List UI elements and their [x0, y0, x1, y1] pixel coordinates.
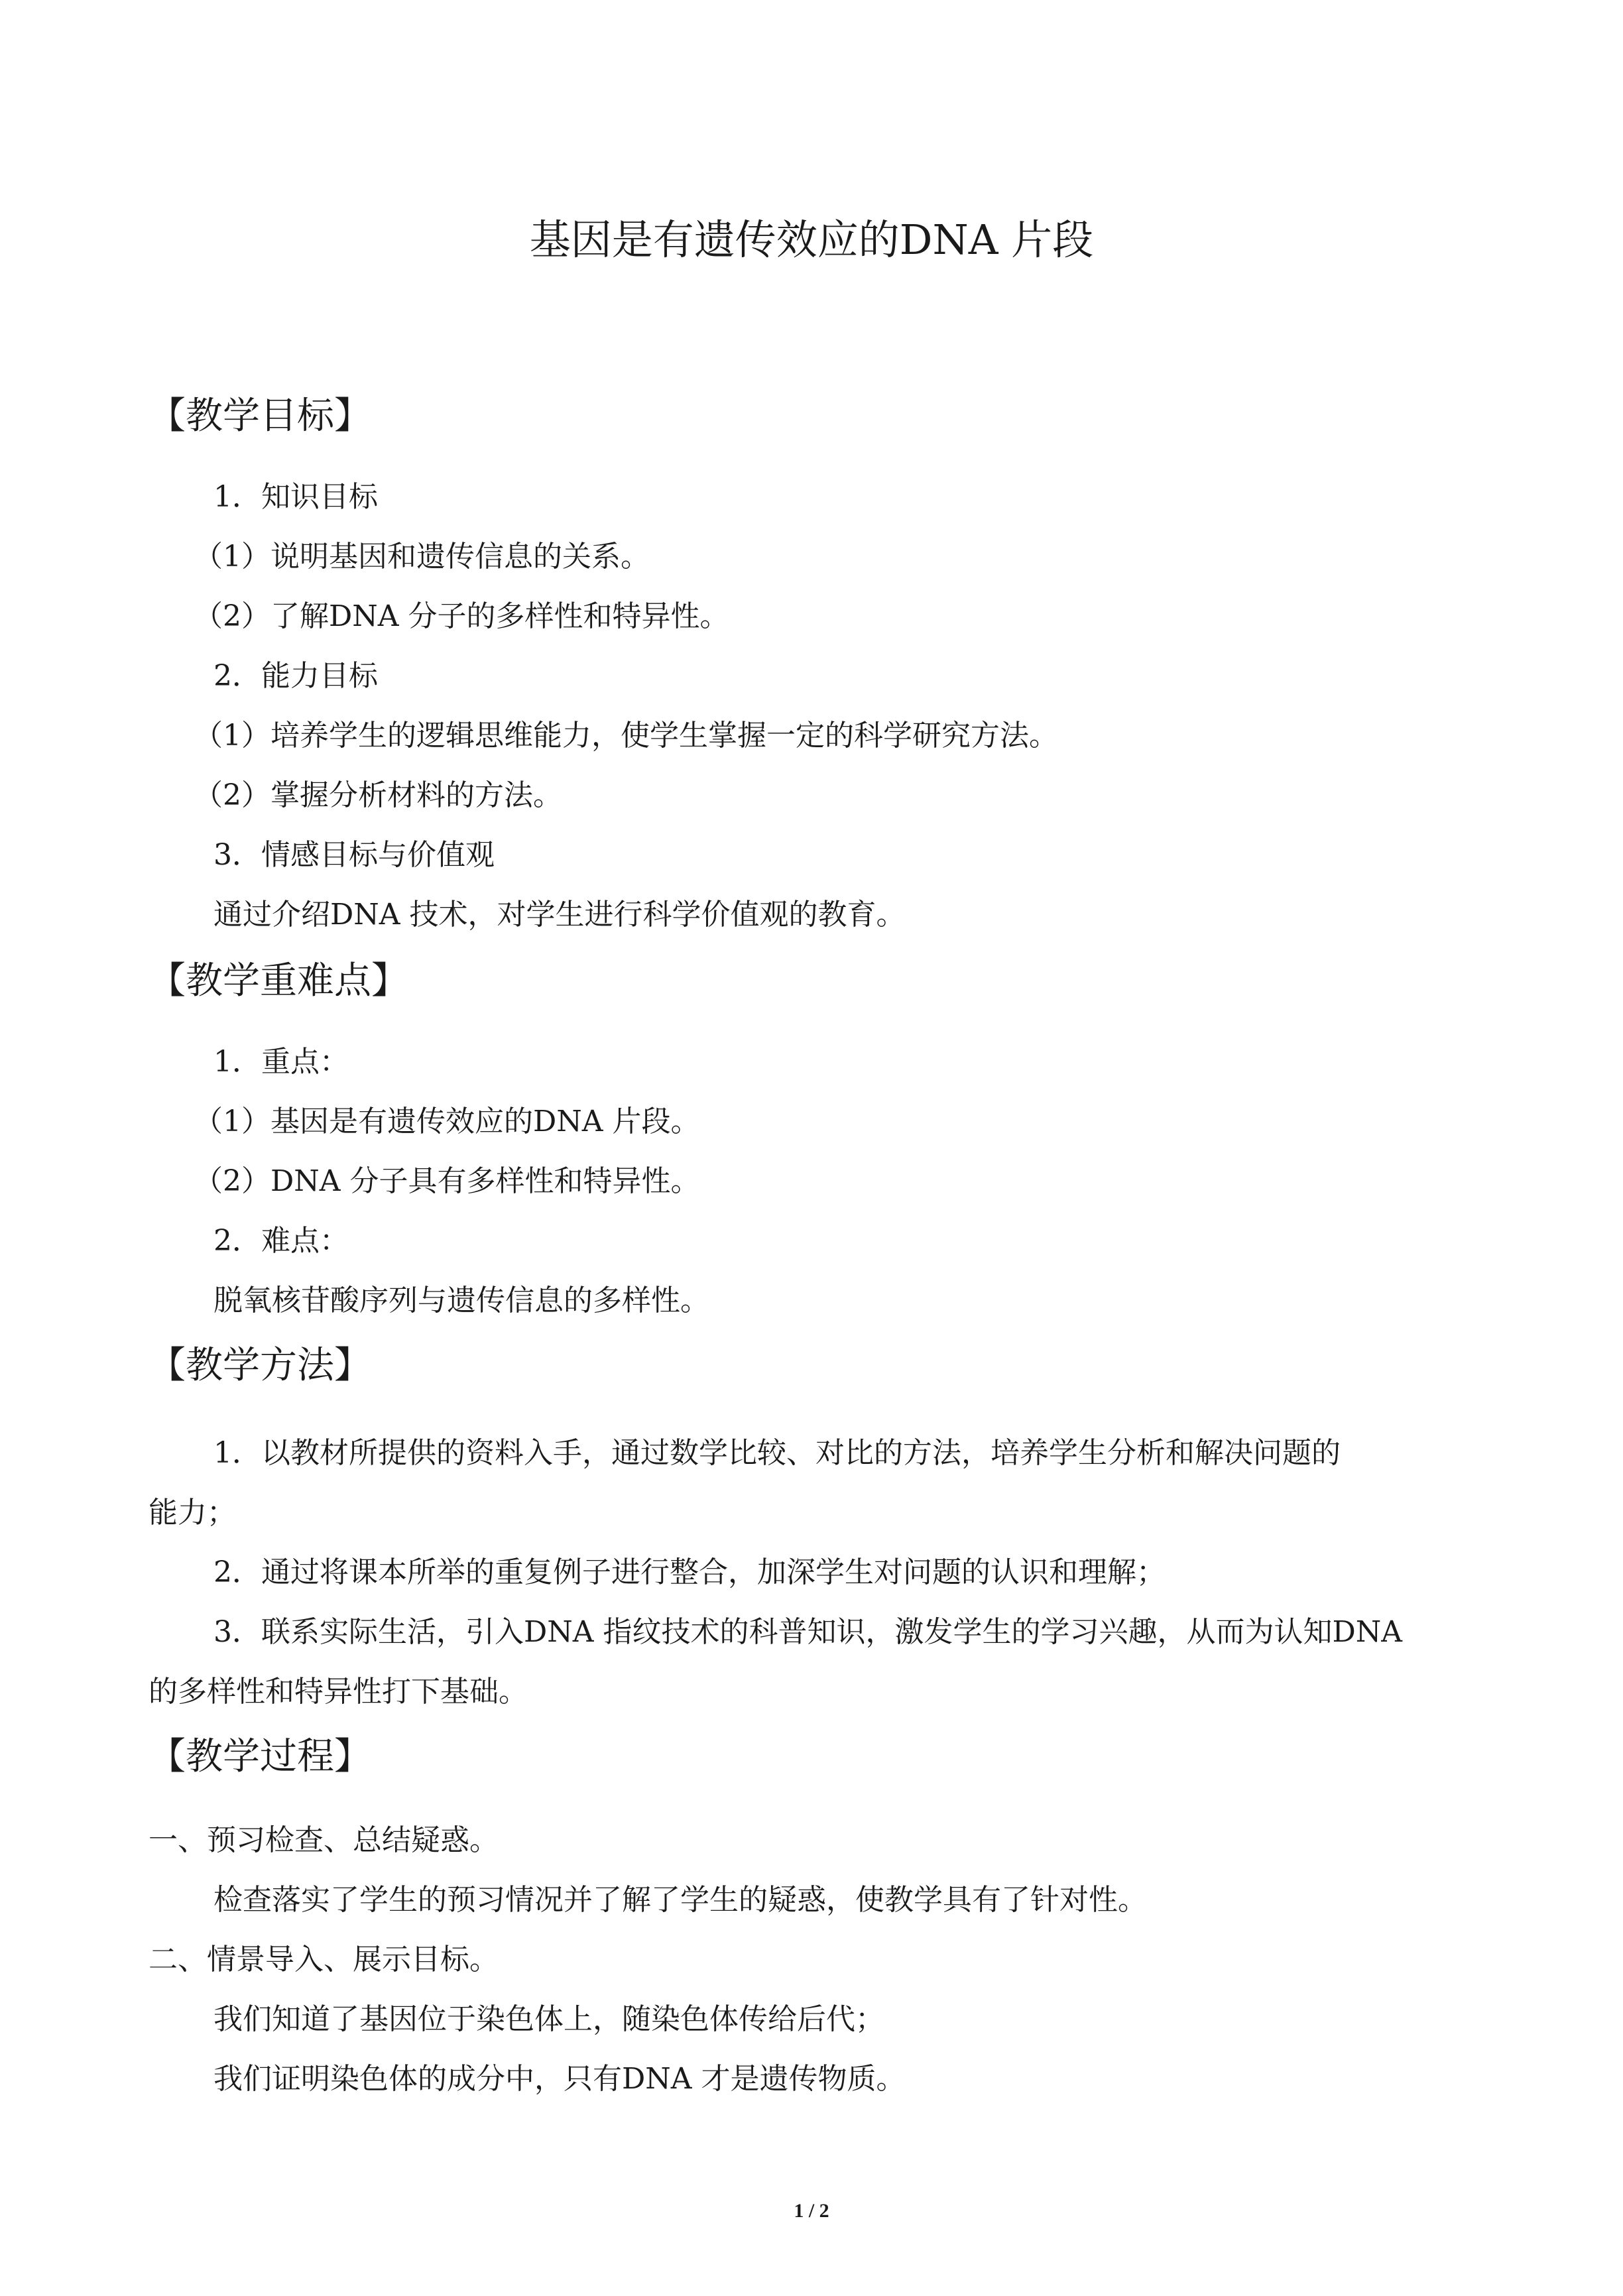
objective-line: 通过介绍DNA 技术，对学生进行科学价值观的教育。	[213, 898, 906, 932]
method-line: 的多样性和特异性打下基础。	[149, 1675, 528, 1709]
objective-line: （2）了解DNA 分子的多样性和特异性。	[194, 599, 729, 633]
section-heading-objectives: 【教学目标】	[149, 394, 371, 438]
objective-line: 2．能力目标	[213, 659, 378, 693]
key-point-line: （2）DNA 分子具有多样性和特异性。	[194, 1164, 700, 1198]
objective-line: （1）培养学生的逻辑思维能力，使学生掌握一定的科学研究方法。	[194, 719, 1058, 753]
key-point-line: 2．难点：	[213, 1224, 349, 1258]
method-line: 2．通过将课本所举的重复例子进行整合，加深学生对问题的认识和理解；	[213, 1555, 1166, 1589]
objective-line: （1）说明基因和遗传信息的关系。	[194, 540, 650, 574]
section-heading-key-points: 【教学重难点】	[149, 959, 408, 1002]
process-line: 一、预习检查、总结疑惑。	[149, 1823, 499, 1857]
process-line: 我们知道了基因位于染色体上，随染色体传给后代；	[213, 2002, 884, 2036]
method-line: 3．联系实际生活，引入DNA 指纹技术的科普知识，激发学生的学习兴趣，从而为认知DNA	[213, 1615, 1403, 1649]
page-number: 1 / 2	[794, 2200, 829, 2222]
objective-line: 3．情感目标与价值观	[213, 838, 495, 872]
document-title: 基因是有遗传效应的DNA 片段	[529, 215, 1094, 264]
method-line: 1．以教材所提供的资料入手，通过数学比较、对比的方法，培养学生分析和解决问题的	[213, 1436, 1341, 1470]
method-line: 能力；	[149, 1496, 236, 1530]
process-line: 我们证明染色体的成分中，只有DNA 才是遗传物质。	[213, 2062, 906, 2096]
process-line: 检查落实了学生的预习情况并了解了学生的疑惑，使教学具有了针对性。	[213, 1883, 1147, 1917]
key-point-line: 脱氧核苷酸序列与遗传信息的多样性。	[213, 1284, 709, 1317]
key-point-line: 1．重点：	[213, 1045, 349, 1079]
process-line: 二、情景导入、展示目标。	[149, 1943, 499, 1976]
objective-line: （2）掌握分析材料的方法。	[194, 778, 562, 812]
section-heading-process: 【教学过程】	[149, 1735, 371, 1778]
objective-line: 1．知识目标	[213, 480, 378, 514]
section-heading-methods: 【教学方法】	[149, 1344, 371, 1387]
key-point-line: （1）基因是有遗传效应的DNA 片段。	[194, 1105, 700, 1138]
